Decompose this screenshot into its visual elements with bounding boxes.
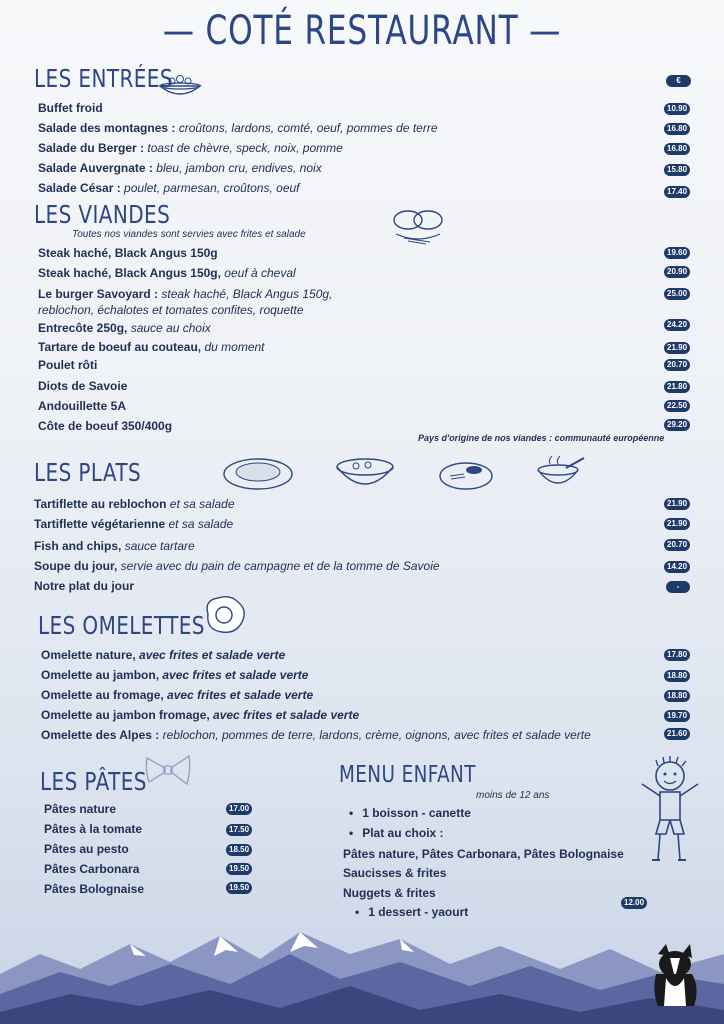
meat-origin-note: Pays d'origine de nos viandes : communauté européenne bbox=[418, 433, 665, 443]
kids-menu-line: • 1 dessert - yaourt bbox=[355, 904, 468, 920]
bullet bbox=[355, 905, 368, 919]
price-badge: 16.80 bbox=[664, 143, 690, 155]
price-badge: 20.90 bbox=[664, 266, 690, 278]
menu-item: Steak haché, Black Angus 150g, oeuf à cheval bbox=[38, 266, 296, 280]
section-title-pates: LES PÂTES bbox=[40, 767, 147, 796]
price-badge: 20.70 bbox=[664, 359, 690, 371]
menu-item: Pâtes à la tomate bbox=[44, 822, 143, 836]
menu-item: Entrecôte 250g, sauce au choix bbox=[38, 321, 211, 335]
price-badge: 25.00 bbox=[664, 288, 690, 300]
child-drawing-icon bbox=[636, 756, 706, 868]
soup-bowl-icon bbox=[536, 454, 588, 492]
price-badge: 21.80 bbox=[664, 381, 690, 393]
kids-menu-choice: Saucisses & frites bbox=[343, 866, 447, 880]
menu-item: Omelette au jambon, avec frites et salade verte bbox=[41, 668, 309, 682]
price-badge: 18.80 bbox=[664, 670, 690, 682]
salad-bowl-icon bbox=[158, 72, 202, 100]
section-title-plats: LES PLATS bbox=[34, 458, 142, 487]
price-badge: 10.90 bbox=[664, 103, 690, 115]
price-badge: 15.80 bbox=[664, 164, 690, 176]
menu-item: Omelette nature, avec frites et salade verte bbox=[41, 648, 286, 662]
price-badge: 19.50 bbox=[226, 882, 252, 894]
menu-item: Côte de boeuf 350/400g bbox=[38, 419, 173, 433]
price-badge: 22.50 bbox=[664, 400, 690, 412]
fish-chips-plate-icon bbox=[438, 458, 494, 492]
section-title-viandes: LES VIANDES bbox=[34, 200, 171, 229]
menu-item: Fish and chips, sauce tartare bbox=[34, 539, 195, 553]
menu-item: Salade Auvergnate : bleu, jambon cru, endives, noix bbox=[38, 161, 322, 175]
menu-item: Pâtes Carbonara bbox=[44, 862, 140, 876]
page-title: — COTÉ RESTAURANT — bbox=[162, 8, 562, 54]
pasta-farfalle-icon bbox=[143, 750, 193, 790]
menu-item: Omelette au fromage, avec frites et salade verte bbox=[41, 688, 314, 702]
enfant-subtitle: moins de 12 ans bbox=[476, 790, 550, 801]
kids-menu-choice: Nuggets & frites bbox=[343, 886, 436, 900]
section-title-entrees: LES ENTRÉES bbox=[34, 64, 173, 93]
price-badge: 21.60 bbox=[664, 728, 690, 740]
price-badge: 21.90 bbox=[664, 342, 690, 354]
menu-item: Salade des montagnes : croûtons, lardons, comté, oeuf, pommes de terre bbox=[38, 121, 438, 135]
price-badge: 16.80 bbox=[664, 123, 690, 135]
price-badge: 12.00 bbox=[621, 897, 647, 909]
kids-menu-line: • Plat au choix : bbox=[349, 825, 444, 841]
menu-item: Salade du Berger : toast de chèvre, speck, noix, pomme bbox=[38, 141, 343, 155]
price-badge: 19.70 bbox=[664, 710, 690, 722]
section-title-omelettes: LES OMELETTES bbox=[38, 611, 205, 640]
price-badge: 19.50 bbox=[226, 863, 252, 875]
price-badge: 17.80 bbox=[664, 649, 690, 661]
menu-item: Diots de Savoie bbox=[38, 379, 128, 393]
mountains-illustration bbox=[0, 924, 724, 1024]
price-badge: 14.20 bbox=[664, 561, 690, 573]
menu-item: Tartare de boeuf au couteau, du moment bbox=[38, 340, 265, 354]
menu-item: Tartiflette au reblochon et sa salade bbox=[34, 497, 235, 511]
menu-item: Steak haché, Black Angus 150g bbox=[38, 246, 218, 260]
viandes-subtitle: Toutes nos viandes sont servies avec frites et salade bbox=[72, 229, 306, 240]
bullet bbox=[349, 806, 362, 820]
price-badge: 24.20 bbox=[664, 319, 690, 331]
price-badge: 21.90 bbox=[664, 498, 690, 510]
menu-item: Buffet froid bbox=[38, 101, 103, 115]
dog-icon bbox=[648, 944, 704, 1006]
price-badge: 19.60 bbox=[664, 247, 690, 259]
menu-item: Soupe du jour, servie avec du pain de campagne et de la tomme de Savoie bbox=[34, 559, 440, 573]
bullet bbox=[349, 826, 362, 840]
price-badge: - bbox=[666, 581, 690, 593]
menu-item: Poulet rôti bbox=[38, 358, 98, 372]
menu-item: Omelette des Alpes : reblochon, pommes de terre, lardons, crème, oignons, avec frites et salade verte bbox=[41, 728, 591, 742]
price-badge: 21.90 bbox=[664, 518, 690, 530]
kids-menu-choice: Pâtes nature, Pâtes Carbonara, Pâtes Bolognaise bbox=[343, 847, 624, 861]
price-badge: 29.20 bbox=[664, 419, 690, 431]
price-badge: 17.00 bbox=[226, 803, 252, 815]
price-badge: 18.80 bbox=[664, 690, 690, 702]
currency-badge: € bbox=[666, 75, 691, 87]
menu-item: Andouillette 5A bbox=[38, 399, 127, 413]
kids-menu-line: • 1 boisson - canette bbox=[349, 805, 471, 821]
menu-item: Notre plat du jour bbox=[34, 579, 134, 593]
price-badge: 20.70 bbox=[664, 539, 690, 551]
menu-item: Tartiflette végétarienne et sa salade bbox=[34, 517, 234, 531]
price-badge: 18.50 bbox=[226, 844, 252, 856]
meat-icon bbox=[390, 204, 446, 246]
price-badge: 17.50 bbox=[226, 824, 252, 836]
menu-item: Salade César : poulet, parmesan, croûtons, oeuf bbox=[38, 181, 300, 195]
menu-item: Omelette au jambon fromage, avec frites et salade verte bbox=[41, 708, 360, 722]
fried-egg-icon bbox=[200, 594, 248, 636]
gratin-plate-icon bbox=[222, 456, 294, 492]
menu-item: Pâtes Bolognaise bbox=[44, 882, 145, 896]
menu-item: Pâtes au pesto bbox=[44, 842, 129, 856]
stew-bowl-icon bbox=[334, 455, 396, 493]
menu-item-continued: reblochon, échalotes et tomates confites, roquette bbox=[38, 303, 304, 317]
menu-item: Pâtes nature bbox=[44, 802, 117, 816]
menu-item: Le burger Savoyard : steak haché, Black Angus 150g, bbox=[38, 287, 333, 301]
section-title-enfant: MENU ENFANT bbox=[339, 762, 476, 788]
price-badge: 17.40 bbox=[664, 186, 690, 198]
